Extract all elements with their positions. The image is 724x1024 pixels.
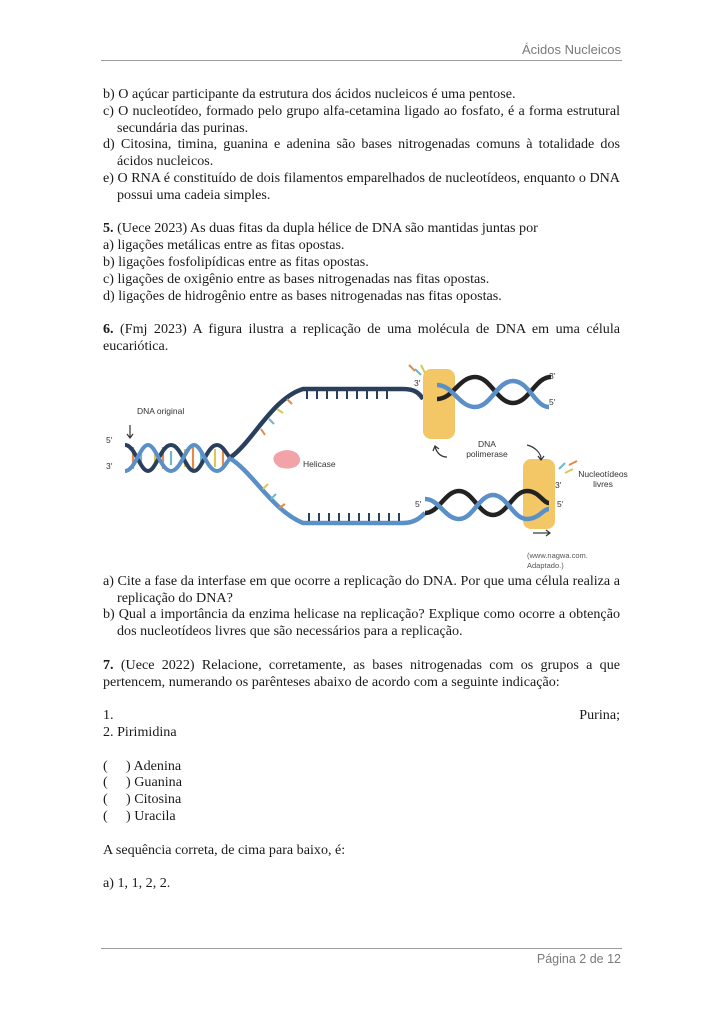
q7-item-1-label: Purina; xyxy=(579,707,620,724)
q4-option-d: d) Citosina, timina, guanina e adenina são bases nitrogenadas comuns à totalidade dos ácidos nucleicos. xyxy=(103,136,620,170)
q6-stem xyxy=(103,321,620,355)
q7-base-label: ) Uracila xyxy=(126,807,176,824)
helicase-enzyme xyxy=(273,450,300,468)
label-5-top-right: 5′ xyxy=(549,396,556,407)
q7-sequence-prompt: A sequência correta, de cima para baixo, é: xyxy=(103,841,346,858)
q7-base-label: ) Adenina xyxy=(126,757,182,774)
dna-replication-figure xyxy=(103,363,628,570)
q5-stem-text: (Uece 2023) As duas fitas da dupla hélice de DNA são mantidas juntas por xyxy=(113,220,538,237)
paren-open: ( xyxy=(103,757,108,774)
upper-loose-bases xyxy=(261,391,387,435)
label-dna-original: DNA original xyxy=(137,405,185,416)
q7-stem xyxy=(103,657,620,691)
q5-number: 5. xyxy=(103,220,114,237)
q5-option-c: c) ligações de oxigênio entre as bases nitrogenadas nas fitas opostas. xyxy=(103,270,490,287)
page-number: Página 2 de 12 xyxy=(536,952,621,966)
q7-base-label: ) Citosina xyxy=(126,791,182,808)
header-divider xyxy=(101,60,622,61)
q7-item-1 xyxy=(103,707,620,724)
label-5-bottom-right: 5′ xyxy=(557,498,564,509)
paren-open: ( xyxy=(103,774,108,791)
label-3-top-polymerase: 3′ xyxy=(414,377,421,388)
q7-option-a: a) 1, 1, 2, 2. xyxy=(103,875,171,892)
q7-item-2: 2. Pirimidina xyxy=(103,723,177,740)
lower-loose-bases xyxy=(263,484,399,521)
q6-option-b: b) Qual a importância da enzima helicase na replicação? Explique como ocorre a obtenção dos nucleotídeos livres que são necessários para a replicação. xyxy=(103,606,620,640)
label-nucleotideos-line1: Nucleotídeos xyxy=(578,468,628,479)
q7-base-guanina xyxy=(103,774,620,791)
q4-option-c: c) O nucleotídeo, formado pelo grupo alfa-cetamina ligado ao fosfato, é a forma estrutural secundária das purinas. xyxy=(103,102,620,136)
original-helix xyxy=(125,445,231,471)
document-body xyxy=(103,86,628,892)
upper-template-strand xyxy=(231,389,423,457)
q4-option-e: e) O RNA é constituído de dois filamentos emparelhados de nucleotídeos, enquanto o DNA possui uma cadeia simples. xyxy=(103,169,620,203)
label-3-left: 3′ xyxy=(106,460,113,471)
label-3-top-right: 3′ xyxy=(549,370,556,381)
label-nucleotideos-line2: livres xyxy=(593,478,613,489)
label-5-left: 5′ xyxy=(106,434,113,445)
q7-base-uracila xyxy=(103,808,620,825)
footer-divider xyxy=(101,948,622,949)
q6-stem-text: (Fmj 2023) A figura ilustra a replicação de uma molécula de DNA em uma célula eucariótica. xyxy=(103,321,620,354)
q7-stem-text: (Uece 2022) Relacione, corretamente, as bases nitrogenadas com os grupos a que pertencem, numerando os parênteses abaixo de acordo com a seguinte indicação: xyxy=(103,656,620,690)
header-title: Ácidos Nucleicos xyxy=(522,42,621,57)
q5-option-b: b) ligações fosfolipídicas entre as fitas opostas. xyxy=(103,253,369,270)
q7-number: 7. xyxy=(103,656,114,673)
label-dna-polimerase xyxy=(457,439,517,459)
label-nucleotideos-livres xyxy=(573,469,633,489)
q7-item-1-number: 1. xyxy=(103,707,114,724)
q7-base-adenina xyxy=(103,758,620,775)
dna-polymerase-upper xyxy=(423,369,455,439)
q6-number: 6. xyxy=(103,321,114,338)
figure-caption: (www.nagwa.com. Adaptado.) xyxy=(527,550,588,570)
label-5-bottom-mid: 5′ xyxy=(415,498,422,509)
paren-open: ( xyxy=(103,791,108,808)
q6-option-a: a) Cite a fase da interfase em que ocorre a replicação do DNA. Por que uma célula realiza a replicação do DNA? xyxy=(103,572,620,606)
q7-base-citosina xyxy=(103,791,620,808)
q7-base-label: ) Guanina xyxy=(126,774,182,791)
label-dna-polimerase-line1: DNA xyxy=(478,438,496,449)
q5-option-a: a) ligações metálicas entre as fitas opostas. xyxy=(103,237,345,254)
q5-option-d: d) ligações de hidrogênio entre as bases nitrogenadas nas fitas opostas. xyxy=(103,287,502,304)
paren-open: ( xyxy=(103,807,108,824)
label-helicase: Helicase xyxy=(303,458,336,469)
dna-replication-illustration xyxy=(103,363,620,565)
label-3-bottom-polymerase: 3′ xyxy=(555,479,562,490)
q5-stem xyxy=(103,220,620,237)
label-dna-polimerase-line2: polimerase xyxy=(466,448,508,459)
q4-option-b: b) O açúcar participante da estrutura dos ácidos nucleicos é uma pentose. xyxy=(103,86,516,102)
